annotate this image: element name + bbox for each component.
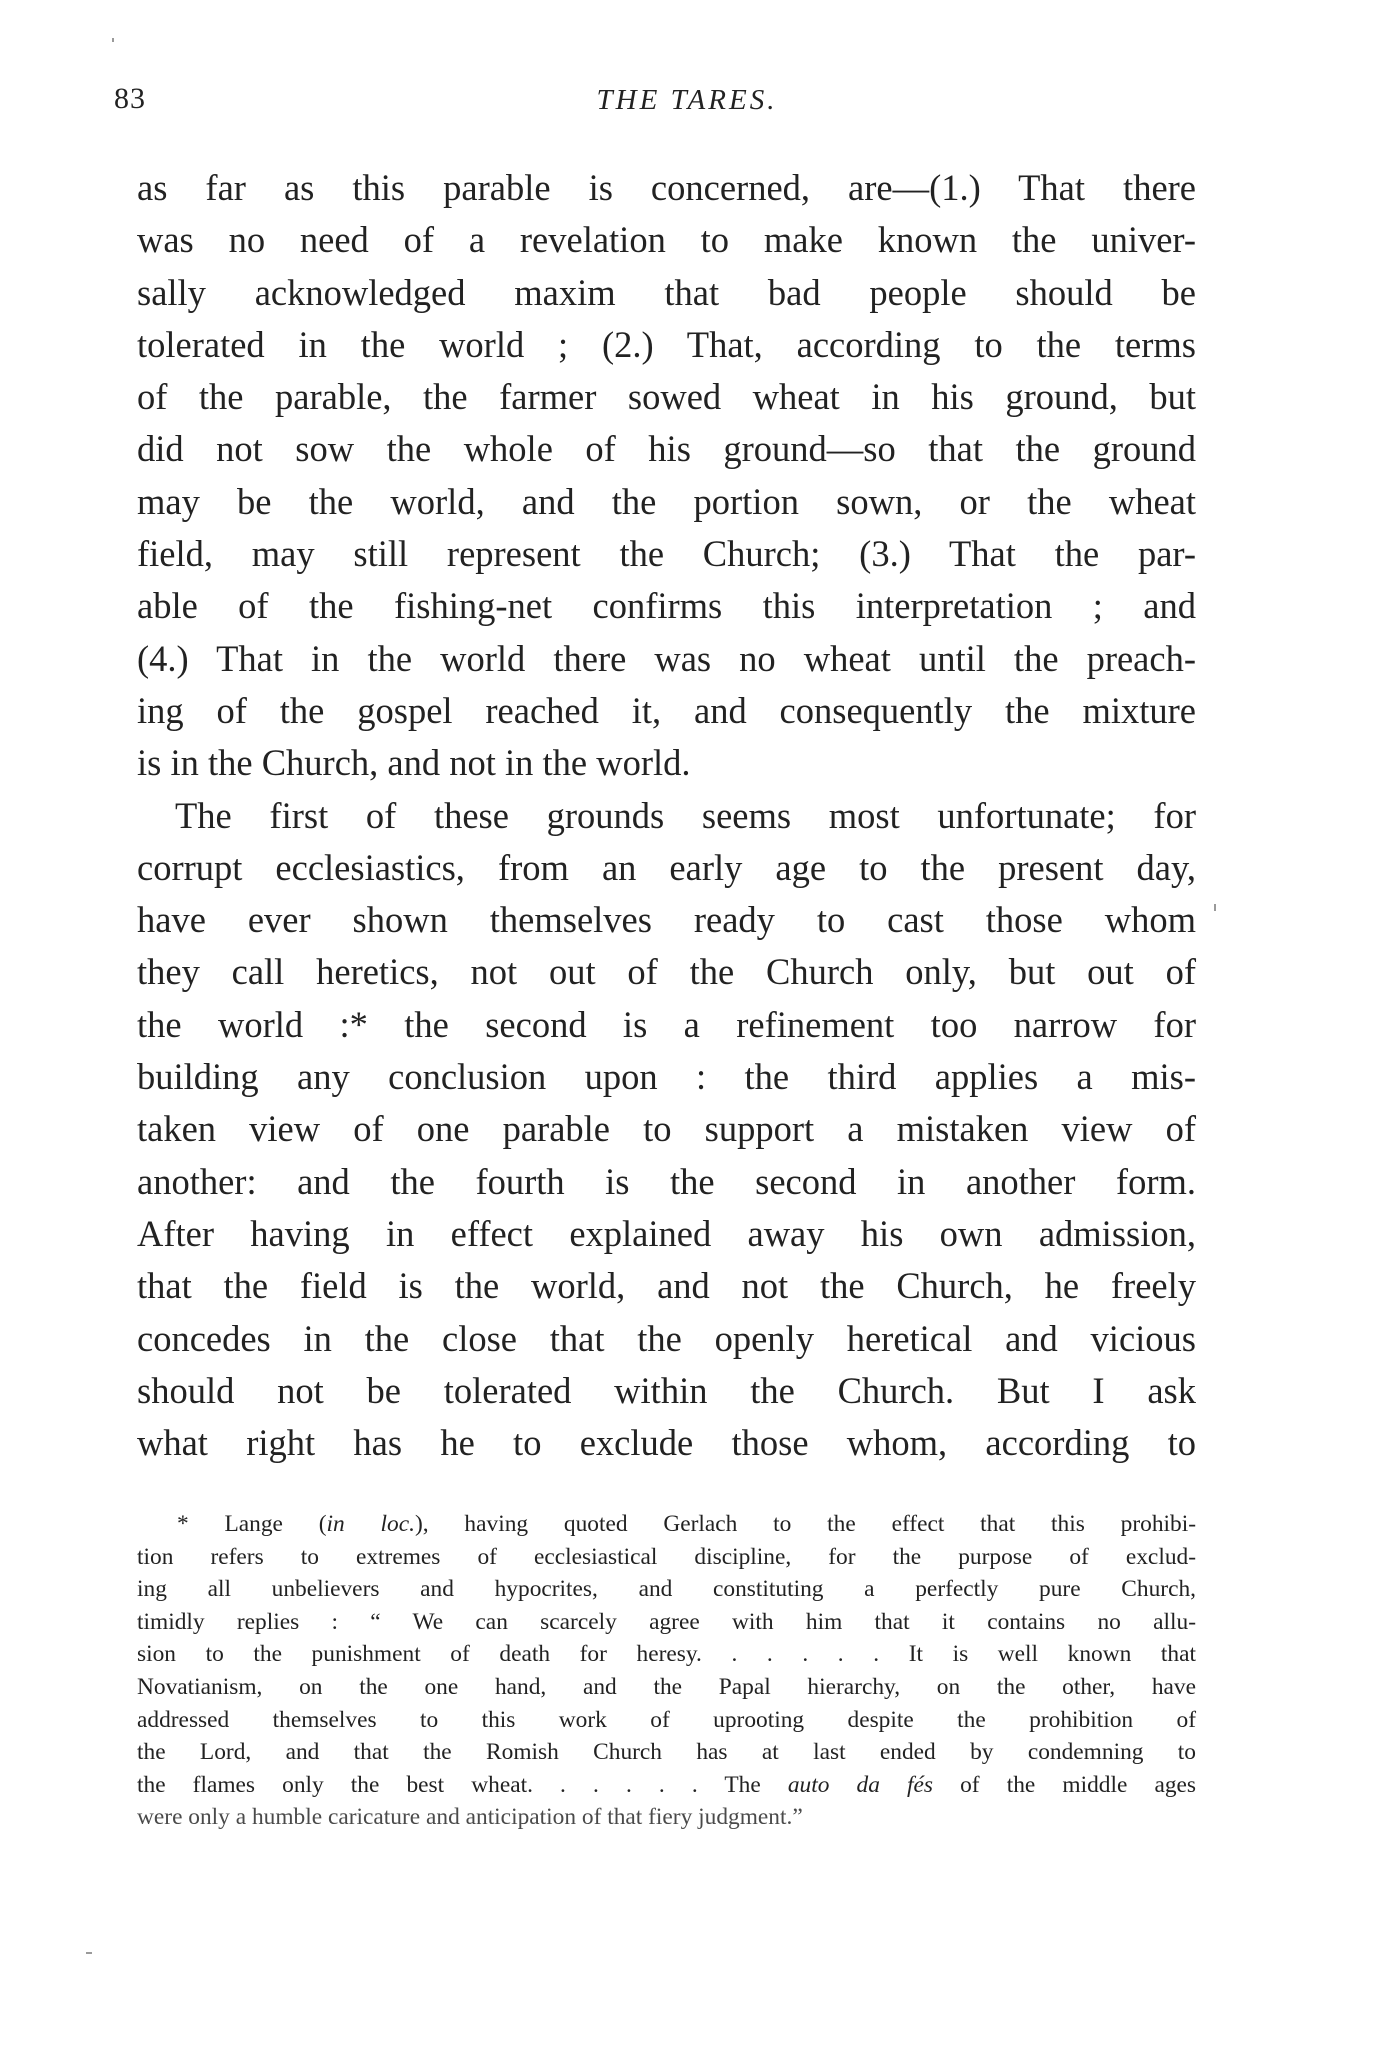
footnote-line: were only a humble caricature and anticipation of that fiery judgment.” bbox=[137, 1804, 803, 1831]
footnote-line: timidly replies : “ We can scarcely agree with him that it contains no allu- bbox=[137, 1608, 1196, 1635]
scan-speck bbox=[112, 38, 114, 42]
text-line: did not sow the whole of his ground—so that the ground bbox=[137, 428, 1196, 470]
footnote-italic-text: auto da fés bbox=[787, 1771, 934, 1798]
text-line: they call heretics, not out of the Church only, but out of bbox=[137, 951, 1196, 993]
text-line: the world :* the second is a refinement too narrow for bbox=[137, 1003, 1196, 1045]
text-line: sally acknowledged maxim that bad people should be bbox=[137, 271, 1196, 313]
text-line: field, may still represent the Church; (3.) That the par- bbox=[137, 533, 1196, 575]
footnote-text: the flames only the best wheat. . . . . . The bbox=[137, 1771, 788, 1798]
text-line: may be the world, and the portion sown, or the wheat bbox=[137, 480, 1196, 522]
page-number: 83 bbox=[114, 82, 146, 115]
body-text bbox=[137, 162, 1196, 1469]
footnote-line: tion refers to extremes of ecclesiastical discipline, for the purpose of exclud- bbox=[137, 1543, 1196, 1570]
text-line: what right has he to exclude those whom, according to bbox=[137, 1422, 1196, 1464]
text-line: corrupt ecclesiastics, from an early age to the present day, bbox=[137, 846, 1196, 888]
footnote-line: addressed themselves to this work of uprooting despite the prohibition of bbox=[137, 1706, 1196, 1733]
footnote-line: the Lord, and that the Romish Church has at last ended by condemning to bbox=[137, 1739, 1196, 1766]
scan-speck bbox=[1214, 904, 1216, 911]
footnote-text: ), having quoted Gerlach to the effect that this prohibi- bbox=[414, 1511, 1197, 1537]
text-line: taken view of one parable to support a mistaken view of bbox=[137, 1108, 1196, 1150]
footnote-text: * Lange ( bbox=[177, 1511, 327, 1537]
text-line: was no need of a revelation to make known the univer- bbox=[137, 219, 1196, 261]
text-line: tolerated in the world ; (2.) That, according to the terms bbox=[137, 323, 1196, 365]
footnote-line bbox=[137, 1508, 1196, 1541]
text-line: concedes in the close that the openly heretical and vicious bbox=[137, 1317, 1196, 1359]
running-title: THE TARES. bbox=[596, 84, 778, 116]
text-line: another: and the fourth is the second in another form. bbox=[137, 1160, 1196, 1202]
text-line: that the field is the world, and not the Church, he freely bbox=[137, 1265, 1196, 1307]
footnote bbox=[137, 1508, 1196, 1834]
paragraph-start-line: The first of these grounds seems most unfortunate; for bbox=[175, 794, 1196, 836]
text-line: After having in effect explained away his own admission, bbox=[137, 1212, 1196, 1254]
footnote-line: sion to the punishment of death for heresy. . . . . . It is well known that bbox=[137, 1641, 1196, 1668]
text-line: have ever shown themselves ready to cast those whom bbox=[137, 899, 1196, 941]
footnote-line bbox=[137, 1769, 1196, 1802]
text-line: should not be tolerated within the Church. But I ask bbox=[137, 1369, 1196, 1411]
footnote-italic-text: in loc. bbox=[326, 1511, 415, 1537]
text-line: (4.) That in the world there was no wheat until the preach- bbox=[137, 637, 1196, 679]
text-line: able of the fishing-net confirms this interpretation ; and bbox=[137, 585, 1196, 627]
text-line: of the parable, the farmer sowed wheat in his ground, but bbox=[137, 376, 1196, 418]
text-line: as far as this parable is concerned, are—(1.) That there bbox=[137, 167, 1196, 208]
footnote-line: ing all unbelievers and hypocrites, and constituting a perfectly pure Church, bbox=[137, 1576, 1196, 1603]
text-line: building any conclusion upon : the third applies a mis- bbox=[137, 1056, 1196, 1098]
text-line: is in the Church, and not in the world. bbox=[137, 742, 691, 784]
footnote-text: of the middle ages bbox=[933, 1771, 1196, 1798]
text-line: ing of the gospel reached it, and consequently the mixture bbox=[137, 689, 1196, 731]
scan-speck bbox=[86, 1952, 92, 1954]
footnote-line: Novatianism, on the one hand, and the Papal hierarchy, on the other, have bbox=[137, 1673, 1196, 1700]
